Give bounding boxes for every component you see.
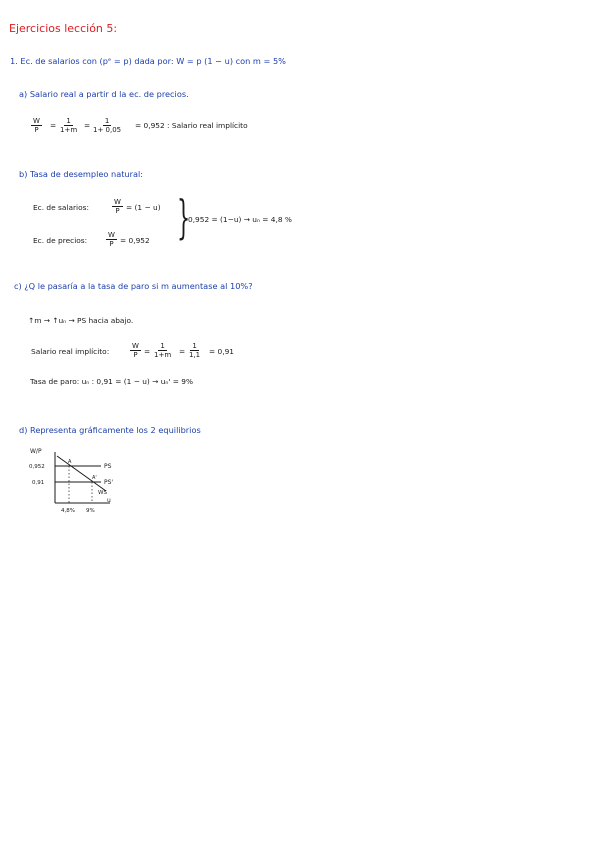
section-c-line1: ↑m → ↑uₙ → PS hacia abajo. (28, 316, 134, 325)
numerator: 1 (192, 342, 197, 350)
denominator: P (115, 207, 120, 215)
wage-equation-label: Ec. de salarios: (33, 203, 89, 212)
point-a-prime-label: A' (92, 475, 97, 481)
denominator: P (133, 351, 138, 359)
denominator: 1+ 0,05 (93, 126, 122, 134)
section-a-heading: a) Salario real a partir d la ec. de precios. (19, 89, 189, 99)
numerator: W (114, 198, 121, 206)
denominator: 1,1 (189, 351, 201, 359)
equation-result: = 0,952 : Salario real implícito (135, 121, 248, 130)
numerator: 1 (66, 117, 71, 125)
fraction-one-over-1-plus-m (152, 342, 173, 359)
numerator: W (108, 231, 115, 239)
section-b-heading: b) Tasa de desempleo natural: (19, 169, 144, 179)
fraction-w-over-p (106, 231, 117, 248)
denominator: 1+m (60, 126, 78, 134)
x-tick-48: 4,8% (61, 508, 75, 514)
denominator: P (109, 240, 114, 248)
numerator: 1 (104, 117, 110, 125)
ps-label: PS (104, 463, 112, 470)
equation-result: = 0,91 (209, 347, 234, 356)
fraction-one-over-1-05 (91, 117, 123, 134)
fraction-one-over-1-1 (187, 342, 202, 359)
section-c-line3: Tasa de paro: uₙ : 0,91 = (1 − u) → uₙ' = 9% (30, 377, 193, 386)
numerator: W (132, 342, 139, 350)
point-a-label: A (68, 459, 72, 465)
fraction-w-over-p (31, 117, 42, 134)
fraction-w-over-p (130, 342, 141, 359)
numerator: W (33, 117, 40, 125)
ws-curve (57, 456, 106, 491)
denominator: 1+m (154, 351, 172, 359)
fraction-w-over-p (112, 198, 123, 215)
section-d-heading: d) Representa gráficamente los 2 equilibrios (19, 425, 201, 435)
x-axis-label: u (107, 497, 111, 504)
natural-unemployment-result: 0,952 = (1−u) → uₙ = 4,8 % (188, 215, 292, 224)
section-c-heading: c) ¿Q le pasaría a la tasa de paro si m aumentase al 10%? (14, 281, 253, 291)
equals-sign: = (144, 347, 151, 356)
exercise-statement: 1. Ec. de salarios con (pᵉ = p) dada por: W = p (1 − u) con m = 5% (10, 56, 286, 66)
numerator: 1 (160, 342, 165, 350)
equilibrium-graph (28, 444, 158, 519)
y-tick-0952: 0,952 (29, 464, 45, 470)
ps-prime-label: PS' (104, 479, 114, 486)
page-title: Ejercicios lección 5: (9, 22, 118, 35)
ws-label: WS (98, 490, 107, 496)
y-tick-091: 0,91 (32, 480, 45, 486)
x-tick-9: 9% (86, 508, 95, 514)
equals-sign: = (84, 121, 91, 130)
price-equation-label: Ec. de precios: (33, 236, 88, 245)
wage-equation-rhs: = (1 − u) (126, 203, 161, 212)
y-axis-label: W/P (30, 448, 42, 455)
price-equation-rhs: = 0,952 (120, 236, 150, 245)
denominator: P (34, 126, 39, 134)
fraction-one-over-1-plus-m (58, 117, 79, 134)
implicit-real-wage-label: Salario real implícito: (31, 347, 110, 356)
right-brace: } (177, 190, 191, 244)
equals-sign: = (50, 121, 57, 130)
equals-sign: = (179, 347, 186, 356)
